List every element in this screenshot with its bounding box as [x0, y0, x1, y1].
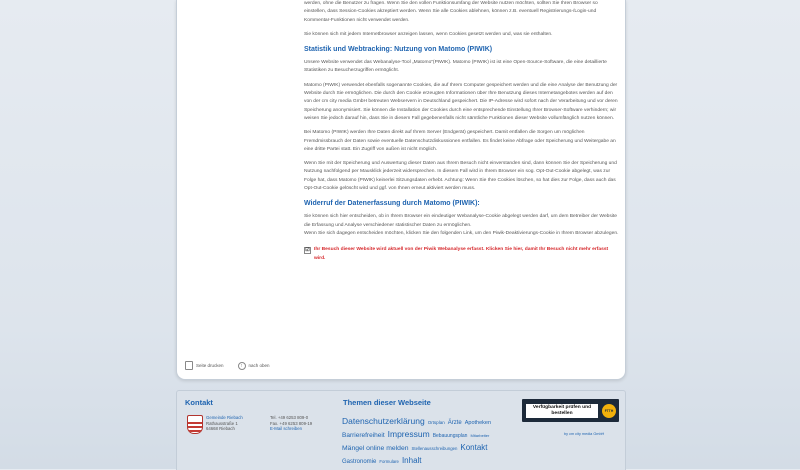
topic-tag[interactable]: Barrierefreiheit	[342, 432, 385, 439]
address-street: Rathausstraße 1	[206, 420, 238, 426]
municipality-crest	[187, 415, 203, 434]
back-to-top-link[interactable]	[238, 361, 270, 370]
paragraph-widerruf-2: Wenn Sie sich dagegen entscheiden möchten, klicken Sie den folgenden Link, um den Piwik-Deaktivierungs-Cookie in Ihrem Browser abzulegen.	[304, 230, 619, 236]
footer-contact-info	[270, 415, 312, 432]
fax-number: Fax. +49 6253 809-19	[270, 420, 313, 426]
address-city: 64668 Riebach	[206, 426, 235, 432]
footer-kontakt-heading: Kontakt	[185, 398, 213, 407]
intro-paragraph-2: Sie können sich mit jedem Internetbrowser anzeigen lassen, wenn Cookies gesetzt werden und, was sie enthalten.	[304, 31, 553, 37]
topic-tag[interactable]: Mängel online melden	[342, 445, 409, 452]
agency-credit-link[interactable]: by cm city media GmbH	[564, 432, 605, 436]
availability-check-button[interactable]: Verfügbarkeit prüfen und bestellen	[526, 404, 598, 418]
topic-tag[interactable]: Inhalt	[401, 456, 422, 465]
section-heading-statistik: Statistik und Webtracking: Nutzung von Matomo (PIWIK)	[304, 46, 493, 54]
paragraph-matomo-storage: Bei Matomo (PIWIK) werden Ihre Daten direkt auf Ihrem Server (Endgerät) gespeichert. Damit entfallen die Sorgen um möglichen Fremdmissbrauch der Daten sowie eventuelle Datenschutzdiskussionen entfallen. Es findet keine Abfrage oder Speicherung und Weitergabe an eine dritte Partei statt. Ein Zugriff von außen ist nicht möglich.	[304, 130, 616, 152]
topic-tag[interactable]: Impressum	[387, 429, 430, 439]
topic-tag[interactable]: Formulare	[379, 459, 399, 464]
section-heading-widerruf: Widerruf der Datenerfassung durch Matomo (PIWIK):	[304, 200, 480, 208]
topic-tag[interactable]: Ärzte	[447, 420, 462, 426]
site-footer	[176, 390, 626, 470]
fiber-availability-banner[interactable]	[522, 399, 619, 422]
topic-tag[interactable]: Gastronomie	[342, 459, 377, 465]
optout-checkbox[interactable]: ☑	[305, 247, 310, 254]
topic-tag[interactable]: Stellenausschreibungen	[411, 446, 458, 451]
footer-address	[206, 415, 243, 432]
paragraph-matomo-optout: Wenn Sie mit der Speicherung und Auswertung dieser Daten aus Ihrem Besuch nicht einverstanden sind, dann können Sie der Speicherung und Nutzung nachfolgend per Mausklick jederzeit widersprechen. In diesem Fall wird in Ihrem Browser ein sog. Opt-Out-Cookie abgelegt, was zur Folge hat, dass Matomo (PIWIK) keinerlei Sitzungsdaten erhebt. Achtung: Wenn Sie Ihre Cookies löschen, so hat dies zur Folge, dass auch das Opt-Out-Cookie gelöscht wird und ggf. von Ihnen erneut aktiviert werden muss.	[304, 161, 617, 192]
intro-paragraph-1: werden, ohne die Benutzer zu fragen. Wenn Sie den vollen Funktionsumfang der Website nutzen möchten, sollten Sie Ihren Browser so einstellen, dass Session-Cookies akzeptiert werden. Wenn Sie alle Cookies ablehnen, können z.B. eventuell Registrierungs-/Login-und Kommentar-Funktionen nicht verwendet werden.	[304, 1, 598, 23]
footer-themen-heading: Themen dieser Webseite	[343, 398, 431, 407]
arrow-up-icon: ↑	[238, 362, 246, 370]
topic-tag[interactable]: Apotheken	[464, 420, 492, 426]
print-icon	[185, 361, 193, 370]
back-to-top-label: nach oben	[248, 363, 270, 368]
page-tools	[185, 361, 270, 370]
paragraph-matomo-intro: Unsere Website verwendet das Webanalyse-Tool „Matomo“(PIWIK). Matomo (PIWIK) ist ist eine Open-Source-Software, die eine detaillierte Statistiken zu Besucherzugriffen ermöglicht.	[304, 60, 607, 74]
ftth-badge-icon: FTTH	[602, 404, 616, 418]
print-label: Seite drucken	[196, 363, 224, 368]
topic-tag[interactable]: Kontakt	[460, 443, 488, 452]
municipality-name-link[interactable]: Gemeinde Riebach	[206, 415, 243, 420]
paragraph-matomo-cookies: Matomo (PIWIK) verwendet ebenfalls sogenannte Cookies, die auf Ihrem Computer gespeichert werden und die eine Analyse der Benutzung der Website durch Sie ermöglichen. Die durch den Cookie erzeugten Informationen über Ihre Benutzung dieses Internetangebotes werden auf den von der cm city media GmbH betreuten Webservern in Deutschland gespeichert. Die IP-Adresse wird sofort nach der Verarbeitung und vor deren Speicherung anonymisiert. Sie können die Installation der Cookies durch eine entsprechende Einstellung Ihrer Browser-Software verhindern; wir weisen Sie jedoch darauf hin, dass Sie in diesem Fall gegebenenfalls nicht sämtliche Funktionen dieser Website vollumfänglich nutzen können.	[304, 82, 618, 121]
optout-link[interactable]: Ihr Besuch dieser Website wird aktuell von der Piwik Webanalyse erfasst. Klicken Sie hier, damit Ihr Besuch nicht mehr erfasst wird.	[314, 247, 609, 261]
topic-tag[interactable]: Ortsplan	[427, 420, 445, 425]
content-card	[176, 0, 626, 380]
topic-tag[interactable]: Datenschutzerklärung	[342, 416, 425, 426]
email-link[interactable]: E-Mail schreiben	[270, 426, 303, 432]
print-page-link[interactable]	[185, 361, 224, 370]
topic-tag[interactable]: Bebauungsplan	[432, 433, 468, 439]
topic-tag-cloud	[342, 415, 512, 467]
paragraph-widerruf-1: Sie können sich hier entscheiden, ob in Ihrem Browser ein eindeutiger Webanalyse-Cookie abgelegt werden darf, um dem Betreiber der Website die Erfassung und Analyse verschiedener statistischer Daten zu ermöglichen.	[304, 214, 617, 228]
piwik-optout[interactable]	[304, 246, 619, 263]
topic-tag[interactable]: Mitarbeiter	[470, 433, 490, 438]
phone-number: Tel. +49 6253 809-0	[270, 415, 309, 420]
privacy-content	[304, 0, 619, 263]
